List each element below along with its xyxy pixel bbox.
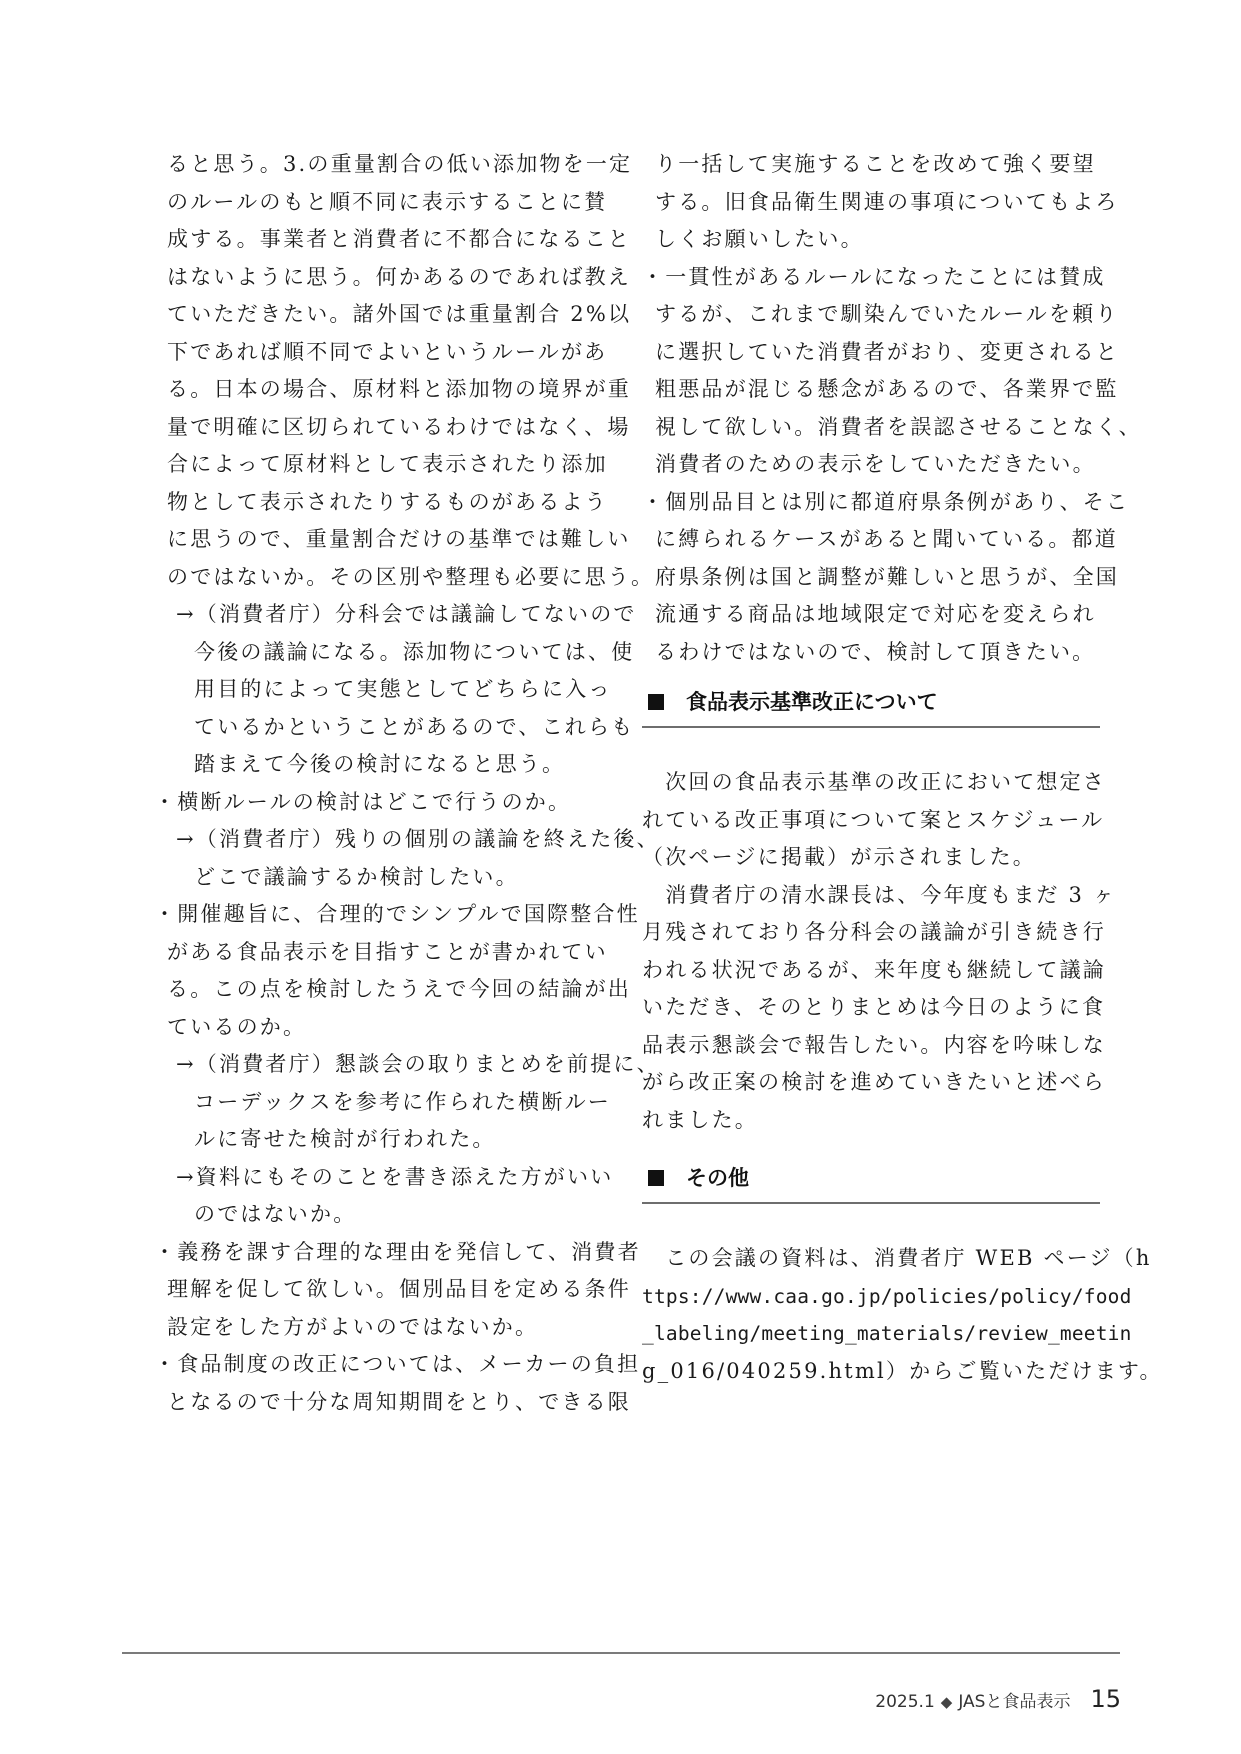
section-heading-text: 食品表示基準改正について: [686, 690, 938, 714]
paragraph-line: れている改正事項について案とスケジュール: [642, 807, 1105, 832]
left-column: [154, 146, 660, 1421]
text-line: ・一貫性があるルールになったことには賛成: [642, 264, 1106, 289]
paragraph-line: （次ページに掲載）が示されました。: [642, 845, 1036, 869]
text-line: 踏まえて今後の検討になると思う。: [194, 752, 566, 776]
text-line: →資料にもそのことを書き添えた方がいい: [176, 1164, 614, 1189]
text-line: に選択していた消費者がおり、変更されると: [655, 339, 1119, 364]
black-square-icon: [648, 694, 664, 710]
text-line: 今後の議論になる。添加物については、使: [194, 639, 635, 664]
text-line: るわけではないので、検討して頂きたい。: [655, 639, 1096, 664]
paragraph-line: れました。: [642, 1107, 758, 1132]
text-line: コーデックスを参考に作られた横断ルー: [194, 1089, 611, 1114]
text-line: 粗悪品が混じる懸念があるので、各業界で監: [655, 377, 1119, 401]
text-line: ると思う。3.の重量割合の低い添加物を一定: [167, 152, 633, 176]
url-line[interactable]: ttps://www.caa.go.jp/policies/policy/food: [642, 1284, 1132, 1308]
right-column: [642, 146, 1142, 671]
paragraph-line: われる状況であるが、来年度も継続して議論: [642, 957, 1106, 982]
page-number: 15: [1090, 1685, 1121, 1713]
section-paragraph-food-labeling-revision: [642, 764, 1117, 1139]
paragraph-line: いただき、そのとりまとめは今日のように食: [642, 995, 1106, 1019]
text-line: しくお願いしたい。: [655, 227, 864, 251]
url-line[interactable]: _labeling/meeting_materials/review_meetin: [642, 1322, 1132, 1345]
section-heading-text: その他: [686, 1166, 749, 1190]
text-line: 用目的によって実態としてどちらに入っ: [194, 677, 612, 701]
text-line: ルに寄せた検討が行われた。: [194, 1127, 496, 1151]
text-line: に縛られるケースがあると聞いている。都道: [655, 527, 1118, 551]
paragraph-line: 品表示懇談会で報告したい。内容を吟味しな: [642, 1032, 1106, 1057]
text-line: 消費者のための表示をしていただきたい。: [655, 452, 1096, 476]
text-line: 流通する商品は地域限定で対応を変えられ: [655, 602, 1096, 626]
page-footer: [875, 1685, 1121, 1713]
text-line: →（消費者庁）懇談会の取りまとめを前提に、: [176, 1052, 660, 1076]
paragraph-line: g_016/040259.html）からご覧いただけます。: [642, 1358, 1163, 1383]
text-line: するが、これまで馴染んでいたルールを頼り: [655, 302, 1119, 326]
text-line: ・義務を課す合理的な理由を発信して、消費者: [154, 1239, 641, 1264]
text-line: する。旧食品衛生関連の事項についてもよろ: [655, 189, 1119, 214]
footer-issue: 2025.1: [875, 1692, 935, 1712]
paragraph-line: 消費者庁の清水課長は、今年度もまだ 3 ヶ: [642, 882, 1117, 907]
section-heading-food-labeling-revision: [642, 686, 1100, 728]
text-line: のではないか。: [194, 1202, 357, 1226]
footer-magazine-title: JASと食品表示: [958, 1692, 1071, 1712]
text-line: 府県条例は国と調整が難しいと思うが、全国: [655, 564, 1119, 589]
text-line: り一括して実施することを改めて強く要望: [655, 152, 1096, 176]
text-line: ・横断ルールの検討はどこで行うのか。: [154, 789, 572, 814]
text-line: 成する。事業者と消費者に不都合になること: [167, 227, 631, 251]
text-line: 設定をした方がよいのではないか。: [167, 1314, 539, 1339]
paragraph-line: この会議の資料は、消費者庁 WEB ページ（h: [642, 1246, 1152, 1270]
paragraph-line: 月残されており各分科会の議論が引き続き行: [642, 920, 1106, 944]
text-line: る。日本の場合、原材料と添加物の境界が重: [167, 377, 631, 401]
section-heading-other: [642, 1162, 1100, 1204]
text-line: ・開催趣旨に、合理的でシンプルで国際整合性: [154, 902, 640, 926]
text-line: 理解を促して欲しい。個別品目を定める条件: [167, 1277, 631, 1301]
text-line: 下であれば順不同でよいというルールがあ: [167, 339, 608, 364]
text-line: ているかということがあるので、これらも: [194, 714, 635, 739]
text-line: 合によって原材料として表示されたり添加: [167, 452, 608, 476]
text-line: のではないか。その区別や整理も必要に思う。: [167, 564, 655, 589]
text-line: 物として表示されたりするものがあるよう: [167, 489, 608, 514]
text-line: どこで議論するか検討したい。: [194, 864, 519, 889]
text-line: 視して欲しい。消費者を誤認させることなく、: [655, 414, 1142, 439]
text-line: 量で明確に区切られているわけではなく、場: [167, 414, 631, 439]
text-line: がある食品表示を目指すことが書かれてい: [167, 939, 608, 964]
text-line: となるので十分な周知期間をとり、できる限: [167, 1389, 631, 1414]
text-line: →（消費者庁）分科会では議論してないので: [176, 602, 637, 626]
footer-rule: [122, 1652, 1120, 1654]
text-line: ていただきたい。諸外国では重量割合 2%以: [167, 302, 632, 326]
text-line: ているのか。: [167, 1014, 307, 1039]
paragraph-line: がら改正案の検討を進めていきたいと述べら: [642, 1070, 1106, 1094]
text-line: る。この点を検討したうえで今回の結論が出: [167, 977, 631, 1001]
text-line: はないように思う。何かあるのであれば教え: [167, 264, 631, 289]
text-line: →（消費者庁）残りの個別の議論を終えた後、: [176, 827, 660, 851]
black-square-icon: [648, 1170, 664, 1186]
text-line: に思うので、重量割合だけの基準では難しい: [167, 527, 631, 551]
paragraph-line: 次回の食品表示基準の改正において想定さ: [642, 770, 1106, 794]
diamond-icon: ◆: [940, 1693, 953, 1711]
text-line: ・個別品目とは別に都道府県条例があり、そこ: [642, 489, 1130, 514]
section-paragraph-other: [642, 1240, 1163, 1390]
text-line: のルールのもと順不同に表示することに賛: [167, 189, 608, 214]
text-line: ・食品制度の改正については、メーカーの負担: [154, 1352, 641, 1376]
